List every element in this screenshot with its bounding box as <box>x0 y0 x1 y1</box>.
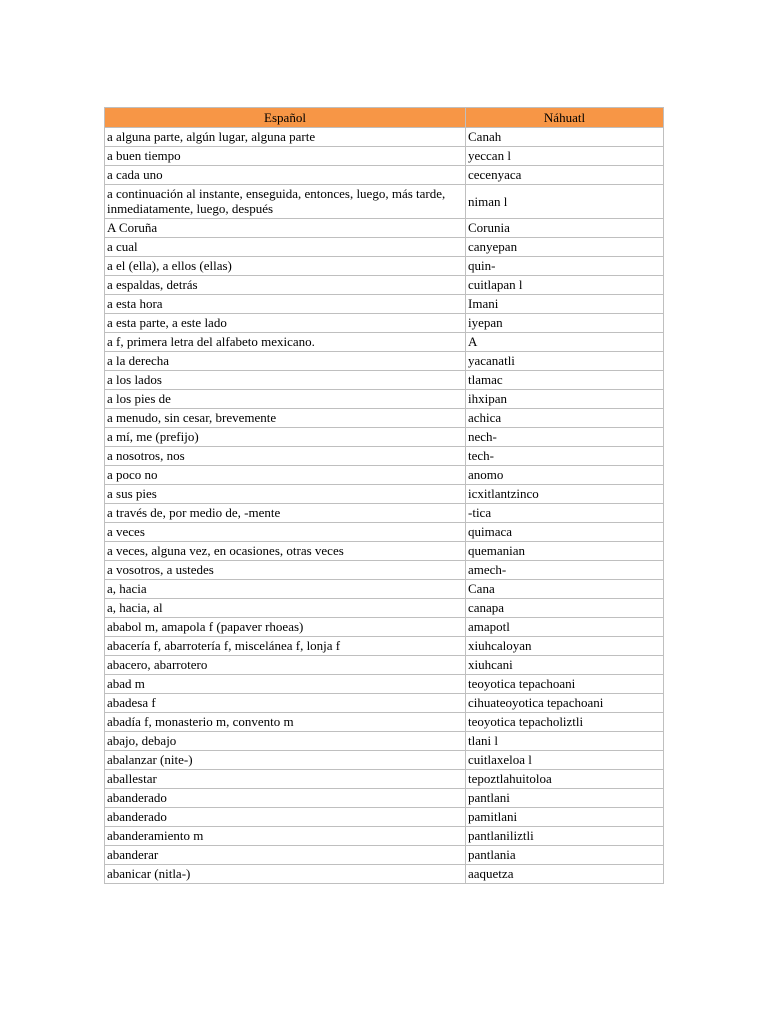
cell-nahuatl: Cana <box>466 580 664 599</box>
cell-nahuatl: Imani <box>466 295 664 314</box>
table-row <box>105 561 664 580</box>
cell-nahuatl: tlamac <box>466 371 664 390</box>
cell-espanol: a alguna parte, algún lugar, alguna parte <box>105 128 466 147</box>
cell-nahuatl: niman l <box>466 185 664 219</box>
cell-espanol: abanicar (nitla-) <box>105 865 466 884</box>
table-row <box>105 618 664 637</box>
cell-espanol: a cual <box>105 238 466 257</box>
cell-nahuatl: achica <box>466 409 664 428</box>
cell-nahuatl: cuitlapan l <box>466 276 664 295</box>
cell-nahuatl: quimaca <box>466 523 664 542</box>
cell-nahuatl: tech- <box>466 447 664 466</box>
cell-espanol: a mí, me (prefijo) <box>105 428 466 447</box>
cell-espanol: abanderar <box>105 846 466 865</box>
table-header-row <box>105 108 664 128</box>
cell-nahuatl: ihxipan <box>466 390 664 409</box>
cell-espanol: a espaldas, detrás <box>105 276 466 295</box>
table-body <box>105 128 664 884</box>
cell-nahuatl: xiuhcani <box>466 656 664 675</box>
cell-nahuatl: teoyotica tepacholiztli <box>466 713 664 732</box>
cell-espanol: abanderamiento m <box>105 827 466 846</box>
cell-nahuatl: pantlaniliztli <box>466 827 664 846</box>
table-row <box>105 295 664 314</box>
cell-espanol: abajo, debajo <box>105 732 466 751</box>
cell-espanol: a f, primera letra del alfabeto mexicano. <box>105 333 466 352</box>
cell-espanol: a, hacia, al <box>105 599 466 618</box>
cell-espanol: a veces <box>105 523 466 542</box>
table-row <box>105 390 664 409</box>
cell-nahuatl: tepoztlahuitoloa <box>466 770 664 789</box>
table-row <box>105 428 664 447</box>
table-row <box>105 219 664 238</box>
table-row <box>105 789 664 808</box>
cell-espanol: a los lados <box>105 371 466 390</box>
cell-espanol: A Coruña <box>105 219 466 238</box>
cell-nahuatl: yacanatli <box>466 352 664 371</box>
cell-espanol: a buen tiempo <box>105 147 466 166</box>
table-row <box>105 166 664 185</box>
cell-nahuatl: pamitlani <box>466 808 664 827</box>
table-row <box>105 694 664 713</box>
cell-nahuatl: amech- <box>466 561 664 580</box>
header-espanol: Español <box>105 108 466 128</box>
cell-nahuatl: cihuateoyotica tepachoani <box>466 694 664 713</box>
cell-espanol: a, hacia <box>105 580 466 599</box>
cell-nahuatl: nech- <box>466 428 664 447</box>
header-nahuatl: Náhuatl <box>466 108 664 128</box>
table-row <box>105 675 664 694</box>
cell-espanol: a esta hora <box>105 295 466 314</box>
cell-espanol: aballestar <box>105 770 466 789</box>
cell-espanol: a continuación al instante, enseguida, entonces, luego, más tarde, inmediatamente, luego, después <box>105 185 466 219</box>
cell-espanol: a el (ella), a ellos (ellas) <box>105 257 466 276</box>
cell-nahuatl: cecenyaca <box>466 166 664 185</box>
cell-espanol: abanderado <box>105 808 466 827</box>
cell-espanol: abacero, abarrotero <box>105 656 466 675</box>
cell-nahuatl: quin- <box>466 257 664 276</box>
cell-nahuatl: canyepan <box>466 238 664 257</box>
cell-nahuatl: anomo <box>466 466 664 485</box>
cell-nahuatl: cuitlaxeloa l <box>466 751 664 770</box>
cell-nahuatl: pantlani <box>466 789 664 808</box>
table-row <box>105 865 664 884</box>
table-row <box>105 637 664 656</box>
table-row <box>105 732 664 751</box>
table-row <box>105 185 664 219</box>
table-row <box>105 504 664 523</box>
cell-espanol: abadía f, monasterio m, convento m <box>105 713 466 732</box>
table-row <box>105 314 664 333</box>
cell-espanol: ababol m, amapola f (papaver rhoeas) <box>105 618 466 637</box>
cell-nahuatl: icxitlantzinco <box>466 485 664 504</box>
cell-nahuatl: aaquetza <box>466 865 664 884</box>
cell-espanol: a menudo, sin cesar, brevemente <box>105 409 466 428</box>
cell-espanol: abad m <box>105 675 466 694</box>
cell-nahuatl: iyepan <box>466 314 664 333</box>
table-row <box>105 352 664 371</box>
cell-espanol: abalanzar (nite-) <box>105 751 466 770</box>
table-row <box>105 466 664 485</box>
cell-espanol: a esta parte, a este lado <box>105 314 466 333</box>
table-row <box>105 599 664 618</box>
table-row <box>105 770 664 789</box>
table-row <box>105 238 664 257</box>
cell-nahuatl: teoyotica tepachoani <box>466 675 664 694</box>
cell-espanol: abacería f, abarrotería f, miscelánea f, lonja f <box>105 637 466 656</box>
cell-espanol: a sus pies <box>105 485 466 504</box>
cell-nahuatl: Canah <box>466 128 664 147</box>
cell-espanol: a poco no <box>105 466 466 485</box>
table-row <box>105 542 664 561</box>
table-row <box>105 523 664 542</box>
cell-nahuatl: Corunia <box>466 219 664 238</box>
table-row <box>105 846 664 865</box>
table-row <box>105 751 664 770</box>
cell-espanol: a cada uno <box>105 166 466 185</box>
cell-espanol: a vosotros, a ustedes <box>105 561 466 580</box>
table-row <box>105 827 664 846</box>
table-row <box>105 409 664 428</box>
table-row <box>105 128 664 147</box>
dictionary-table <box>104 107 664 884</box>
cell-nahuatl: amapotl <box>466 618 664 637</box>
table-row <box>105 147 664 166</box>
cell-nahuatl: pantlania <box>466 846 664 865</box>
table-row <box>105 257 664 276</box>
cell-nahuatl: xiuhcaloyan <box>466 637 664 656</box>
cell-espanol: a través de, por medio de, -mente <box>105 504 466 523</box>
cell-nahuatl: -tica <box>466 504 664 523</box>
cell-espanol: a veces, alguna vez, en ocasiones, otras veces <box>105 542 466 561</box>
cell-espanol: abadesa f <box>105 694 466 713</box>
table-row <box>105 371 664 390</box>
table-row <box>105 276 664 295</box>
cell-nahuatl: canapa <box>466 599 664 618</box>
table-row <box>105 713 664 732</box>
cell-espanol: abanderado <box>105 789 466 808</box>
cell-nahuatl: quemanian <box>466 542 664 561</box>
cell-nahuatl: A <box>466 333 664 352</box>
table-row <box>105 333 664 352</box>
table-row <box>105 447 664 466</box>
table-row <box>105 485 664 504</box>
cell-espanol: a la derecha <box>105 352 466 371</box>
table-row <box>105 808 664 827</box>
cell-espanol: a nosotros, nos <box>105 447 466 466</box>
cell-espanol: a los pies de <box>105 390 466 409</box>
table-row <box>105 656 664 675</box>
cell-nahuatl: tlani l <box>466 732 664 751</box>
table-row <box>105 580 664 599</box>
cell-nahuatl: yeccan l <box>466 147 664 166</box>
